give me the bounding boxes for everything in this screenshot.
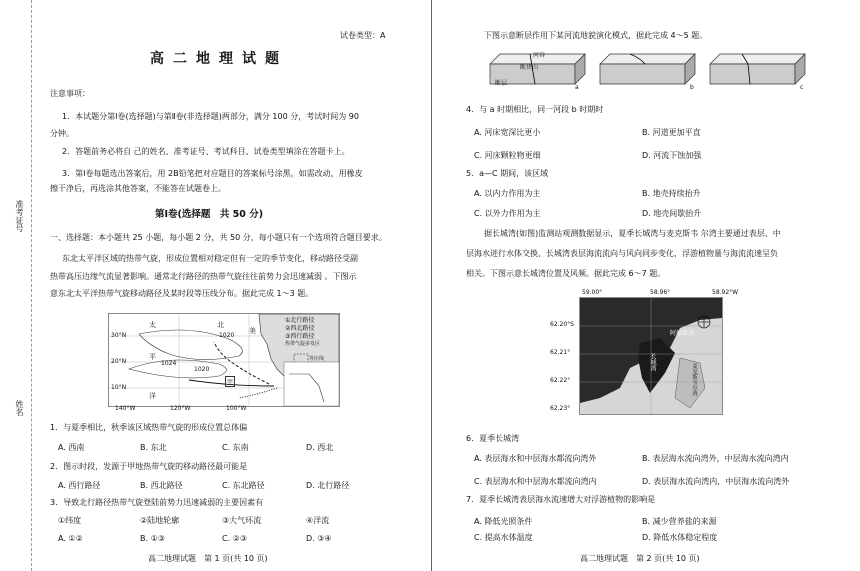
lon-label: 140°W <box>115 405 136 412</box>
lat-label: 62.20°S <box>550 321 574 328</box>
place-label: 长城湾 <box>649 353 656 371</box>
option[interactable]: A. 降低光照条件 <box>474 517 533 526</box>
place-label: 阿德雷湾 <box>670 330 695 337</box>
option[interactable]: A. ①② <box>58 534 83 543</box>
option[interactable]: C. 河床颗粒物更细 <box>474 151 541 160</box>
area-label: 太 <box>149 321 156 329</box>
option[interactable]: D. 河流下蚀加强 <box>642 151 702 160</box>
paragraph-line: 意东北太平洋热带气旋移动路径及某时段等压线分布。据此完成 1～3 题。 <box>50 289 314 298</box>
paragraph-line: 热带高压边缘气流显著影响。通常北行路径的热带气旋往往前势力会迅速减弱 。下图示 <box>50 272 357 281</box>
option[interactable]: B. 地壳持续抬升 <box>642 189 701 198</box>
option[interactable]: C. 提高水体温度 <box>474 533 533 542</box>
question-7: 7．夏季长城湾表层海水流速增大对浮游植物的影响是 <box>466 495 656 504</box>
paragraph-line: 东北太平洋区域的热带气旋，形成位置相对稳定但有一定的季节变化，移动路径受副 <box>62 254 358 263</box>
legend-item: ①北行路径 <box>285 317 315 324</box>
option[interactable]: B. 西北路径 <box>140 481 183 490</box>
option[interactable]: D. 地壳间歇抬升 <box>642 209 702 218</box>
intro-q4-5: 下图示意断层作用下某河流地貌演化模式，据此完成 4～5 题。 <box>484 31 708 40</box>
question-4: 4．与 a 时期相比，同一河段 b 时期时 <box>466 105 604 114</box>
factor: ③大气环流 <box>222 516 262 525</box>
option[interactable]: B. ①③ <box>140 534 165 543</box>
option[interactable]: D. 降低水体稳定程度 <box>642 533 718 542</box>
option[interactable]: A. 以内力作用为主 <box>474 189 541 198</box>
question-5: 5．a—C 期间，该区域 <box>466 169 549 178</box>
area-label: 洋 <box>149 392 156 400</box>
page-title: 高二地理试题 <box>150 51 288 67</box>
option[interactable]: B. 表层海水流向湾外，中层海水流向湾内 <box>642 454 789 463</box>
question-6: 6．夏季长城湾 <box>466 434 520 443</box>
block-c <box>710 54 805 84</box>
option[interactable]: B. 减少营养盐的来源 <box>642 517 717 526</box>
option[interactable]: A. 河床宽深比更小 <box>474 128 541 137</box>
option[interactable]: A. 西行路径 <box>58 481 101 490</box>
isobar-label: 1024 <box>161 360 177 367</box>
name-label: 姓名 <box>15 400 24 416</box>
option[interactable]: D. ③④ <box>306 534 332 543</box>
paragraph-line: 据长城湾(如图)监测站观测数据显示，夏季长城湾与麦克斯韦 尔湾主要通过表层、中 <box>484 229 781 238</box>
isobar-label: 1020 <box>194 366 210 373</box>
lat-label: 10°N <box>111 384 127 391</box>
paragraph-line: 相关。下图示意长城湾位置及风频。据此完成 6～7 题。 <box>466 269 666 278</box>
place-label: 麦克斯韦尔湾 <box>691 363 697 396</box>
isobar-label: 1020 <box>219 332 235 339</box>
option[interactable]: D. 西北 <box>306 443 334 452</box>
lat-label: 62.21° <box>550 349 571 356</box>
lat-label: 30°N <box>111 332 127 339</box>
page-footer: 高二地理试题 第 1 页(共 10 页) <box>148 554 268 563</box>
option[interactable]: C. 以外力作用为主 <box>474 209 541 218</box>
note-line: 1．本试题分第Ⅰ卷(选择题)与第Ⅱ卷(非选择题)两部分，满分 100 分，考试时间为 90 <box>62 112 359 121</box>
legend-item: 热带气旋多发区 <box>285 341 321 347</box>
option[interactable]: A. 西南 <box>58 443 85 452</box>
paragraph-line: 层海水进行水体交换，长城湾表层海流流向与风向同步变化，浮游植物量与海流流速呈负 <box>466 249 778 258</box>
factor: ④洋流 <box>306 516 330 525</box>
option[interactable]: B. 河道更加平直 <box>642 128 701 137</box>
block-b <box>600 54 695 84</box>
lat-label: 62.22° <box>550 377 571 384</box>
lon-label: 58.96° <box>650 289 671 296</box>
bay-map <box>579 297 723 415</box>
binding-line <box>31 0 32 571</box>
factor: ①纬度 <box>58 516 82 525</box>
lon-label: 58.92°W <box>712 289 739 296</box>
option[interactable]: C. ②③ <box>222 534 248 543</box>
block-label: 河谷 <box>533 52 546 59</box>
lon-label: 120°W <box>170 405 191 412</box>
note-line: 3．第Ⅰ卷每题选出答案后，用 2B铅笔把对应题目的答案标号涂黑，如需改动，用橡皮 <box>62 169 363 178</box>
area-label: 北 <box>217 321 224 329</box>
option[interactable]: A. 表层海水和中层海水都流向湾外 <box>474 454 597 463</box>
block-letter: b <box>690 84 694 91</box>
note-line: 擦干净后，再选涂其他答案，不能答在试题卷上。 <box>50 184 226 193</box>
block-letter: c <box>800 84 804 91</box>
legend-item: ②西北路径 <box>285 325 315 332</box>
option[interactable]: B. 东北 <box>140 443 167 452</box>
block-label: 断块山 <box>520 64 539 71</box>
question-3: 3．导致北行路径热带气旋登陆前势力迅速减弱的主要因素有 <box>50 498 264 507</box>
block-label: 断层 <box>495 80 508 87</box>
option[interactable]: D. 表层海水流向湾内，中层海水流向湾外 <box>642 477 790 486</box>
lat-label: 62.23° <box>550 405 571 412</box>
admission-number-label: 准考证号 <box>15 200 24 232</box>
block-letter: a <box>575 84 579 91</box>
section-title: 第Ⅰ卷(选择题 共 50 分) <box>155 209 264 220</box>
option[interactable]: C. 东北路径 <box>222 481 265 490</box>
option[interactable]: D. 北行路径 <box>306 481 350 490</box>
option[interactable]: C. 东南 <box>222 443 249 452</box>
lon-label: 59.00° <box>582 289 603 296</box>
lon-label: 100°W <box>226 405 247 412</box>
note-line: 分钟。 <box>50 129 74 138</box>
city-jia: 甲 <box>225 376 235 387</box>
area-label: 美 <box>249 327 256 335</box>
legend-item: 等压线 <box>309 356 325 362</box>
lat-label: 20°N <box>111 358 127 365</box>
cyclone-map <box>108 313 340 407</box>
option[interactable]: C. 表层海水和中层海水都流向湾内 <box>474 477 597 486</box>
question-1: 1．与夏季相比，秋季该区域热带气旋的形成位置总体偏 <box>50 423 248 432</box>
area-label: 平 <box>149 353 156 361</box>
legend-item: ③西行路径 <box>285 333 315 340</box>
exam-type: 试卷类型：A <box>340 31 386 40</box>
page-divider <box>431 0 432 571</box>
notes-header: 注意事项： <box>50 89 90 98</box>
section-intro: 一、选择题：本小题共 25 小题，每小题 2 分，共 50 分，每小题只有一个选项符合题目要求。 <box>50 233 387 242</box>
factor: ②陆地轮廓 <box>140 516 180 525</box>
note-line: 2．答题前务必将自 己的姓名、准考证号、考试科目、试卷类型填涂在答题卡上。 <box>62 147 350 156</box>
question-2: 2．图示时段，发源于甲地热带气旋的移动路径最可能是 <box>50 462 248 471</box>
page-footer: 高二地理试题 第 2 页(共 10 页) <box>580 554 700 563</box>
